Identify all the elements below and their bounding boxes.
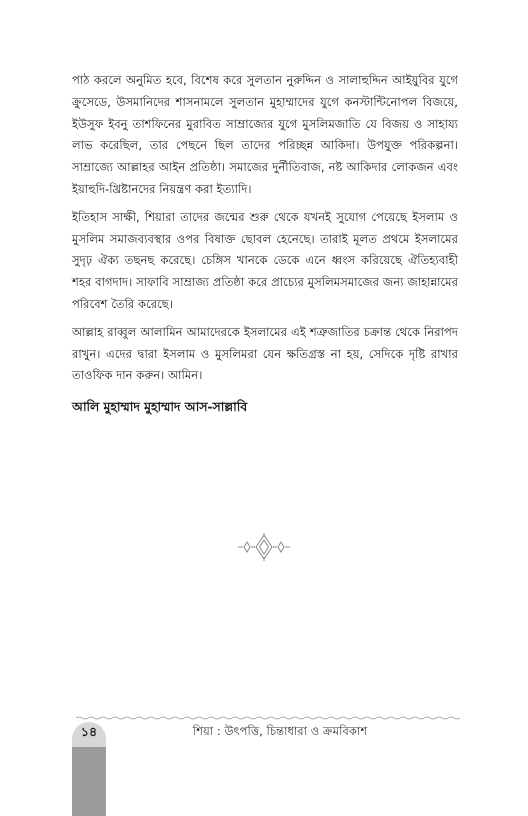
paragraph-3: আল্লাহ রাব্বুল আলামিন আমাদেরকে ইসলামের এই শত্রুজাতির চক্রান্ত থেকে নিরাপদ রাখুন। এদের দ্বারা ইসলাম ও মুসলিমরা যেন ক্ষতিগ্রস্ত না হয়, সেদিকে দৃষ্টি রাখার তাওফিক দান করুন। আমিন। [72,324,458,383]
paragraph-1: পাঠ করলে অনুমিত হবে, বিশেষ করে সুলতান নুরুদ্দিন ও সালাহুদ্দিন আইয়ুবির যুগে ক্রুসেডে, উসমানিদের শাসনামলে সুলতান মুহাম্মাদের যুগে কনস্টান্টিনোপল বিজয়ে, ইউসুফ ইবনু তাশফিনের মুরাবিত সাম্রাজ্যের যুগে মুসলিমজাতি যে বিজয় ও সাহায্য লাভ করেছিল, তার পেছনে ছিল তাদের পরিচ্ছন্ন আকিদা। উপযুক্ত পরিকল্পনা। সাম্রাজ্যে আল্লাহর আইন প্রতিষ্ঠা। সমাজের দুর্নীতিবাজ, নষ্ট আকিদার লোকজন এবং ইয়াহুদি-খ্রিষ্টানদের নিয়ন্ত্রণ করা ইত্যাদি। [72,73,458,196]
page-tab-shade [72,747,106,816]
author-signature: আলি মুহাম্মাদ মুহাম্মাদ আস-সাল্লাবি [72,399,248,415]
paragraph-2: ইতিহাস সাক্ষী, শিয়ারা তাদের জন্মের শুরু থেকে যখনই সুযোগ পেয়েছে ইসলাম ও মুসলিম সমাজব্যবস্থার ওপর বিষাক্ত ছোবল হেনেছে। তারাই মূলত প্রথমে ইসলামের সুদৃঢ় ঐক্য তছনছ করেছে। চেঙ্গিস খানকে ডেকে এনে ধ্বংস করিয়েছে ঐতিহ্যবাহী শহর বাগদাদ। সাফাবি সাম্রাজ্য প্রতিষ্ঠা করে প্রাচ্যের মুসলিমসমাজের জন্য জাহান্নামের পরিবেশ তৈরি করেছে। [72,209,458,311]
diamond-star-ornament-icon [228,533,300,561]
main-text [72,70,458,417]
page-number: ১৪ [80,724,98,739]
running-title: শিয়া : উৎপত্তি, চিন্তাধারা ও ক্রমবিকাশ [192,724,368,738]
page-number-tab [72,722,106,816]
footer-divider [76,716,462,720]
